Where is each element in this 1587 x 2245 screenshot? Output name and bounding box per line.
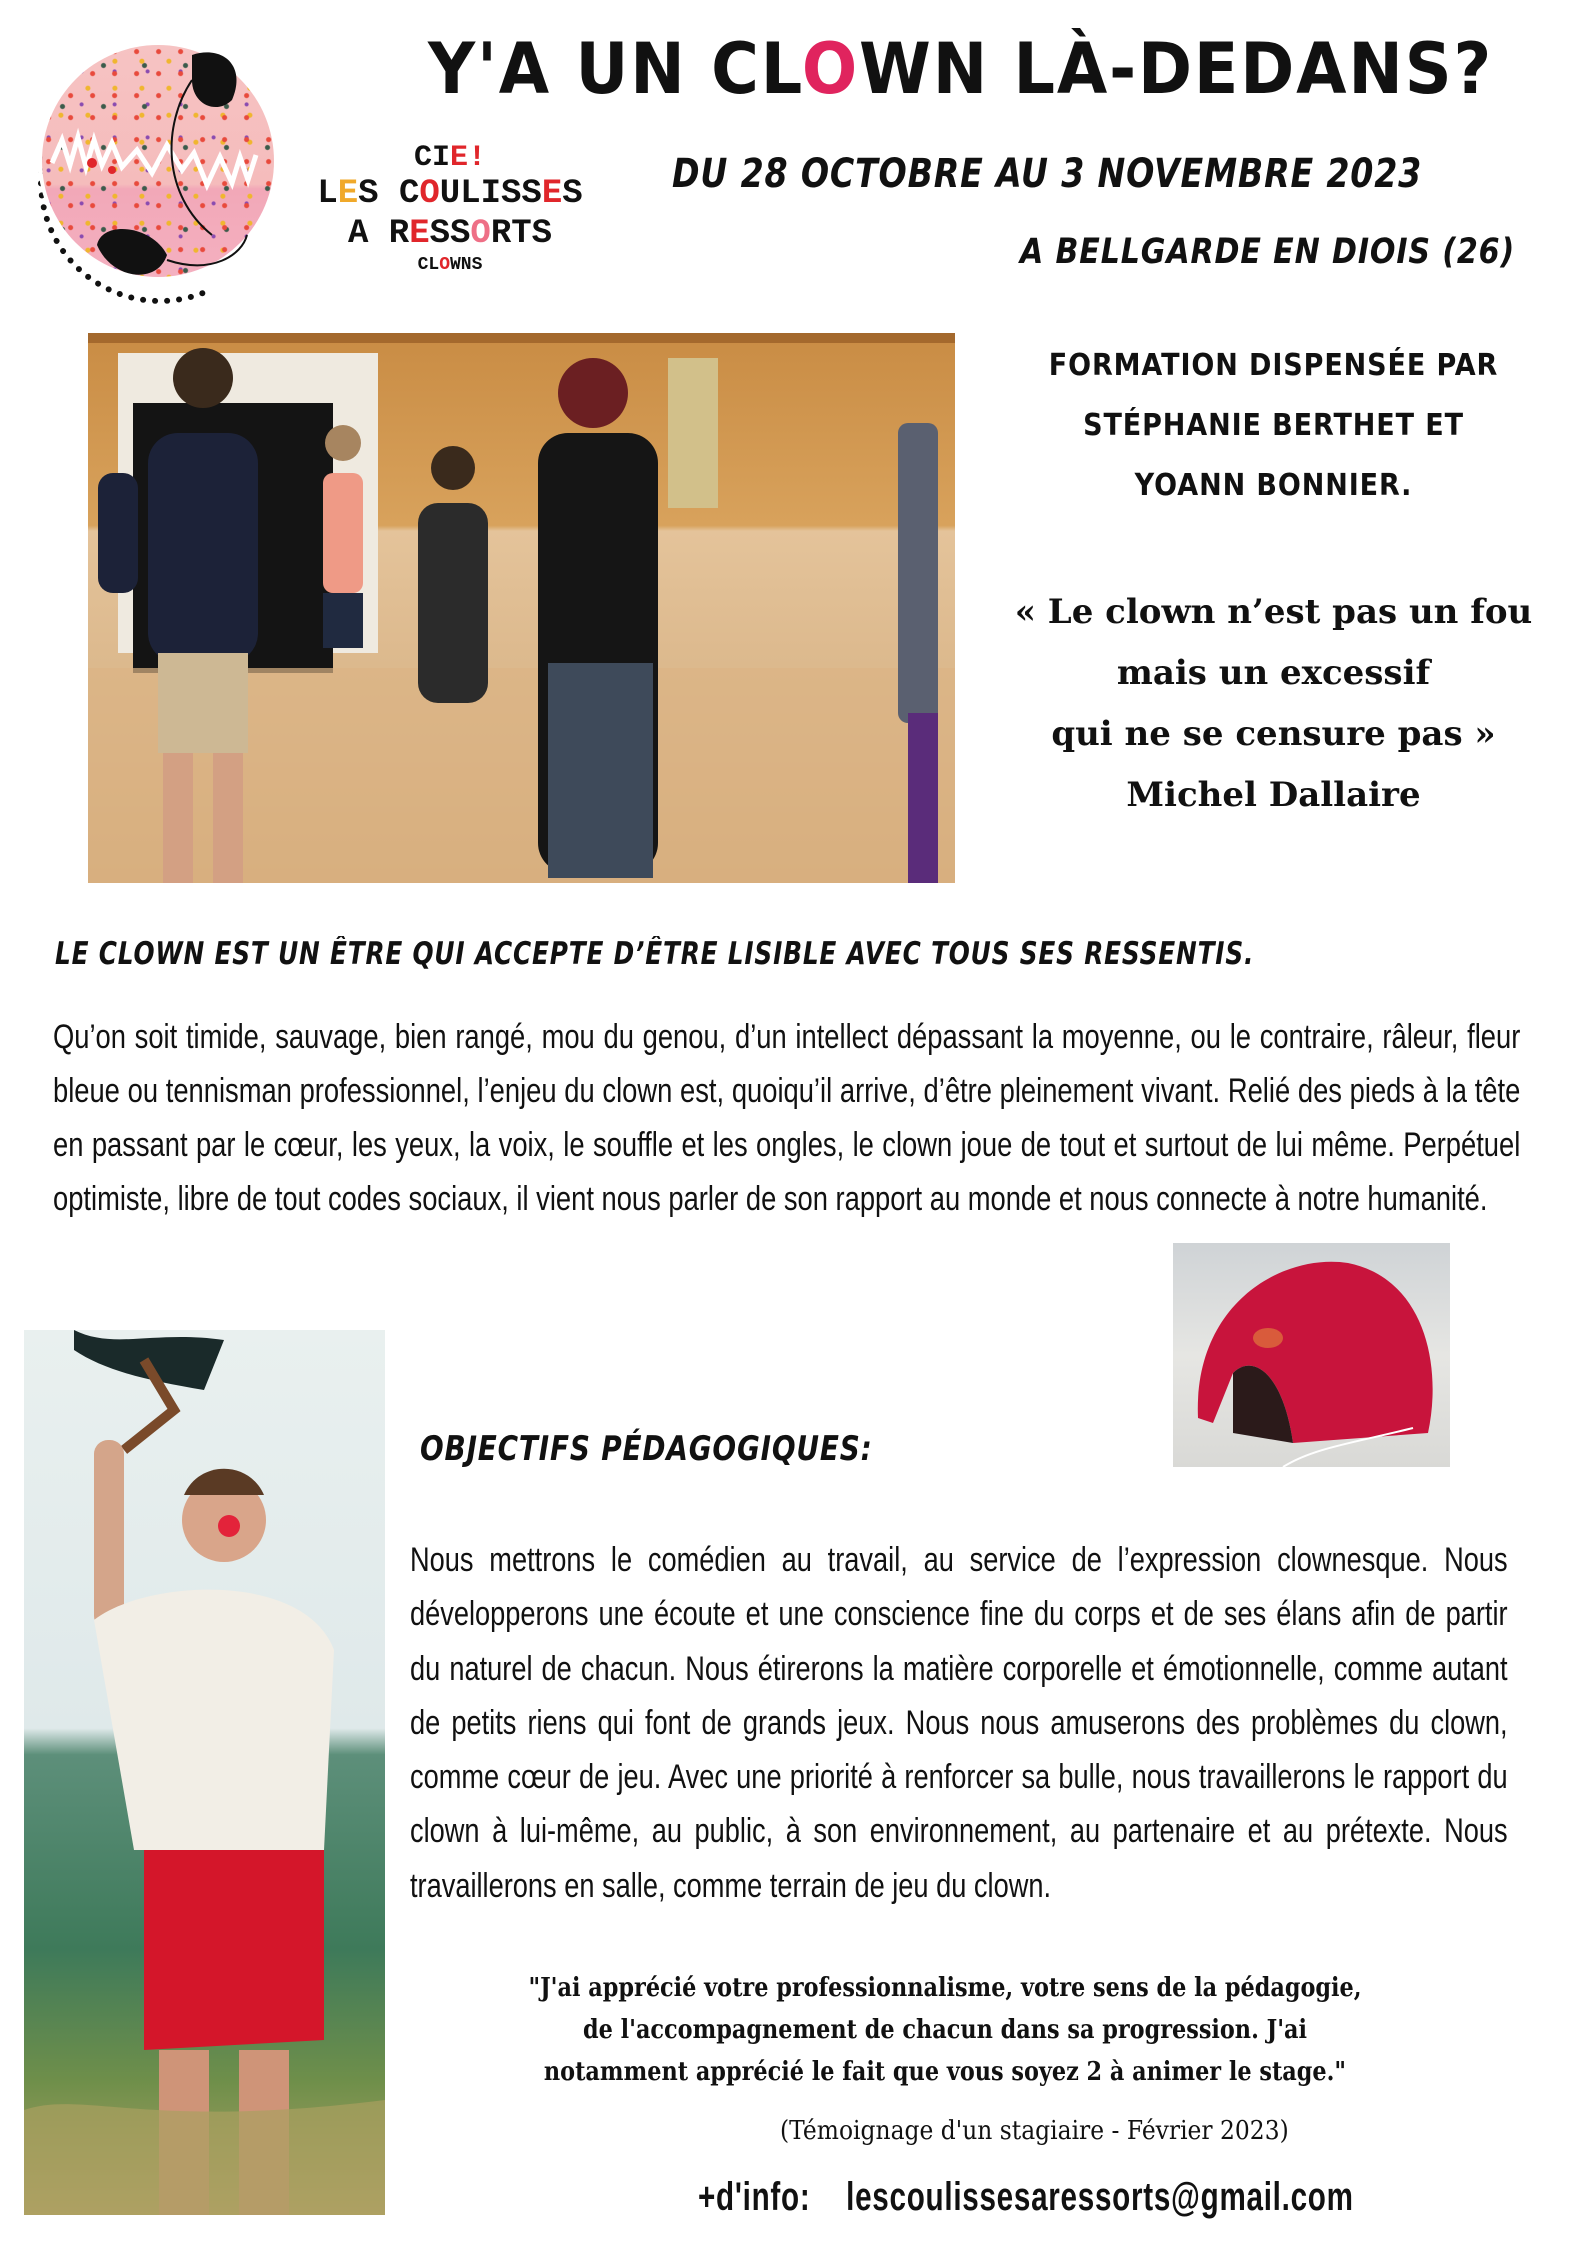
quote-line: mais un excessif <box>1116 653 1431 693</box>
quote-line: qui ne se censure pas » <box>1051 714 1496 754</box>
clown-portrait-illustration <box>24 1330 385 2215</box>
logo-line-cie: CIE! <box>413 141 487 175</box>
trainers-line: FORMATION DISPENSÉE PAR <box>1048 348 1499 383</box>
logo-line-a-ressorts: A RESSORTS <box>347 215 553 253</box>
trainers-line: YOANN BONNIER. <box>1134 468 1413 503</box>
logo-line-clowns: CLOWNS <box>417 255 483 275</box>
red-nose-illustration <box>1173 1243 1450 1467</box>
event-location: A BELLGARDE EN DIOIS (26) <box>1020 232 1516 272</box>
testimonial-attribution: (Témoignage d'un stagiaire - Février 2023) <box>780 2116 1289 2146</box>
quote-line: « Le clown n’est pas un fou <box>1014 592 1533 632</box>
section-paragraph-objectives: Nous mettrons le comédien au travail, au service de l’expression clownesque. Nous développerons une écoute et une conscience fine du corps et de ses élans afin de partir du naturel de chacun. Nous étirerons la matière corporelle et émotionnelle, comme autant de petits riens qui font de grands jeux. Nous nous amuserons des problèmes du clown, comme cœur de jeu. Avec une priorité à renforcer sa bulle, nous travaillerons le rapport du clown à lui-même, au public, à son environnement, au partenaire et au prétexte. Nous travaillerons en salle, comme terrain de jeu du clown. <box>410 1541 1508 1905</box>
logo-line-les-coulisses: LES COULISSES <box>317 175 583 213</box>
title-accent-letter: O <box>801 28 860 110</box>
section-paragraph-clown: Qu’on soit timide, sauvage, bien rangé, mou du genou, d’un intellect dépassant la moyenne, ou le contraire, râleur, fleur bleue ou tennisman professionnel, l’enjeu du clown est, quoiqu’il arrive, d’être pleinement vivant. Relié des pieds à la tête en passant par le cœur, les yeux, la voix, le souffle et les ongles, le clown joue de tout et surtout de lui même. Perpétuel optimiste, libre de tout codes sociaux, il vient nous parler de son rapport au monde et nous connecte à notre humanité. <box>53 1018 1521 1218</box>
event-dates: DU 28 OCTOBRE AU 3 NOVEMBRE 2023 <box>672 151 1423 197</box>
logo-decoration-icon <box>42 45 274 277</box>
red-nose-photo <box>1173 1243 1450 1467</box>
contact-email-link[interactable]: lescoulissesaressorts@gmail.com <box>846 2175 1354 2219</box>
trainers-line: STÉPHANIE BERTHET ET <box>1083 408 1464 443</box>
trainers-block <box>960 336 1587 516</box>
testimonial-line: notamment apprécié le fait que vous soyez 2 à animer le stage." <box>543 2057 1347 2087</box>
workshop-photo-illustration <box>88 333 955 883</box>
quote-author: Michel Dallaire <box>1126 775 1421 815</box>
page-title: Y'A UN CLOWN LÀ-DEDANS? <box>428 28 1494 110</box>
testimonial <box>425 1967 1465 2093</box>
company-logo-circle <box>42 45 274 277</box>
section-heading-clown: LE CLOWN EST UN ÊTRE QUI ACCEPTE D’ÊTRE LISIBLE AVEC TOUS SES RESSENTIS. <box>55 936 1255 972</box>
contact-label: +d'info: <box>698 2175 811 2219</box>
contact-line <box>698 2172 1354 2222</box>
logo-text <box>280 142 620 276</box>
michel-dallaire-quote <box>960 582 1587 826</box>
testimonial-line: "J'ai apprécié votre professionnalisme, votre sens de la pédagogie, <box>528 1973 1362 2003</box>
workshop-photo <box>88 333 955 883</box>
section-heading-objectives: OBJECTIFS PÉDAGOGIQUES: <box>420 1429 873 1469</box>
testimonial-line: de l'accompagnement de chacun dans sa progression. J'ai <box>582 2015 1308 2045</box>
clown-portrait-photo <box>24 1330 385 2215</box>
